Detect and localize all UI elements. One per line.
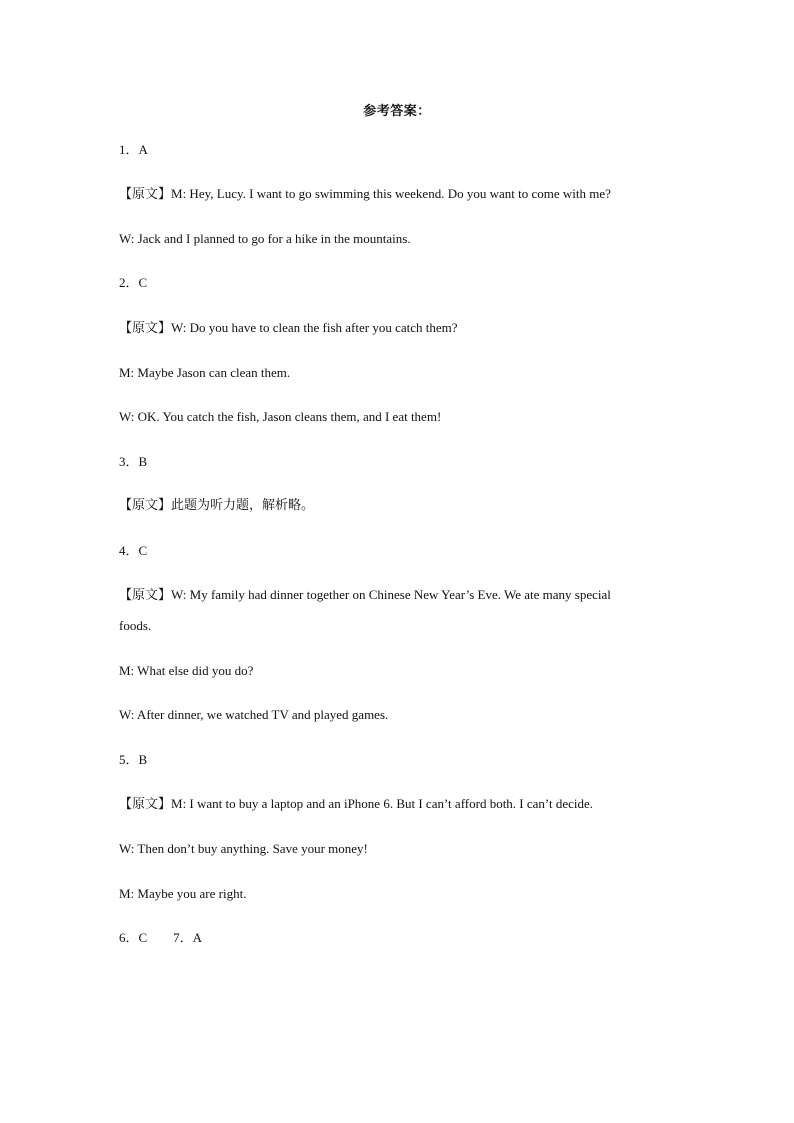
transcript-line: W: After dinner, we watched TV and played games.: [119, 707, 389, 722]
final-answers-row: [119, 930, 202, 946]
transcript-text: W: My family had dinner together on Chinese New Year’s Eve. We ate many special: [171, 587, 611, 602]
transcript-line: [119, 186, 611, 203]
transcript-line: M: What else did you do?: [119, 663, 254, 678]
transcript-line: [119, 497, 314, 514]
transcript-line: W: Then don’t buy anything. Save your money!: [119, 841, 368, 856]
transcript-tag: 【原文】: [119, 187, 172, 202]
transcript-tag: 【原文】: [119, 797, 172, 812]
transcript-line: W: OK. You catch the fish, Jason cleans them, and I eat them!: [119, 409, 442, 424]
transcript-text: M: I want to buy a laptop and an iPhone 6. But I can’t afford both. I can’t decide.: [171, 796, 594, 811]
transcript-tag: 【原文】: [119, 588, 172, 603]
transcript-text: M: Hey, Lucy. I want to go swimming this weekend. Do you want to come with me?: [171, 186, 611, 201]
transcript-line: W: Jack and I planned to go for a hike in the mountains.: [119, 231, 411, 246]
answer-2: 2．C: [119, 275, 148, 290]
transcript-line: M: Maybe you are right.: [119, 886, 247, 901]
answer-4: 4．C: [119, 543, 148, 558]
transcript-line: [119, 320, 458, 337]
answer-1: 1．A: [119, 142, 148, 157]
answer-7: 7．A: [173, 930, 203, 945]
transcript-line: M: Maybe Jason can clean them.: [119, 365, 291, 380]
transcript-tag: 【原文】: [119, 321, 172, 336]
transcript-line: [119, 796, 593, 813]
transcript-line: foods.: [119, 618, 152, 633]
transcript-text: W: Do you have to clean the fish after you catch them?: [171, 320, 458, 335]
transcript-tag: 【原文】: [119, 498, 172, 513]
page-title: 参考答案：: [363, 104, 431, 119]
transcript-line: [119, 587, 611, 604]
transcript-text: 此题为听力题，解析略。: [171, 498, 315, 513]
answer-5: 5．B: [119, 752, 148, 767]
answer-3: 3．B: [119, 454, 148, 469]
answer-6: 6．C: [119, 930, 148, 945]
